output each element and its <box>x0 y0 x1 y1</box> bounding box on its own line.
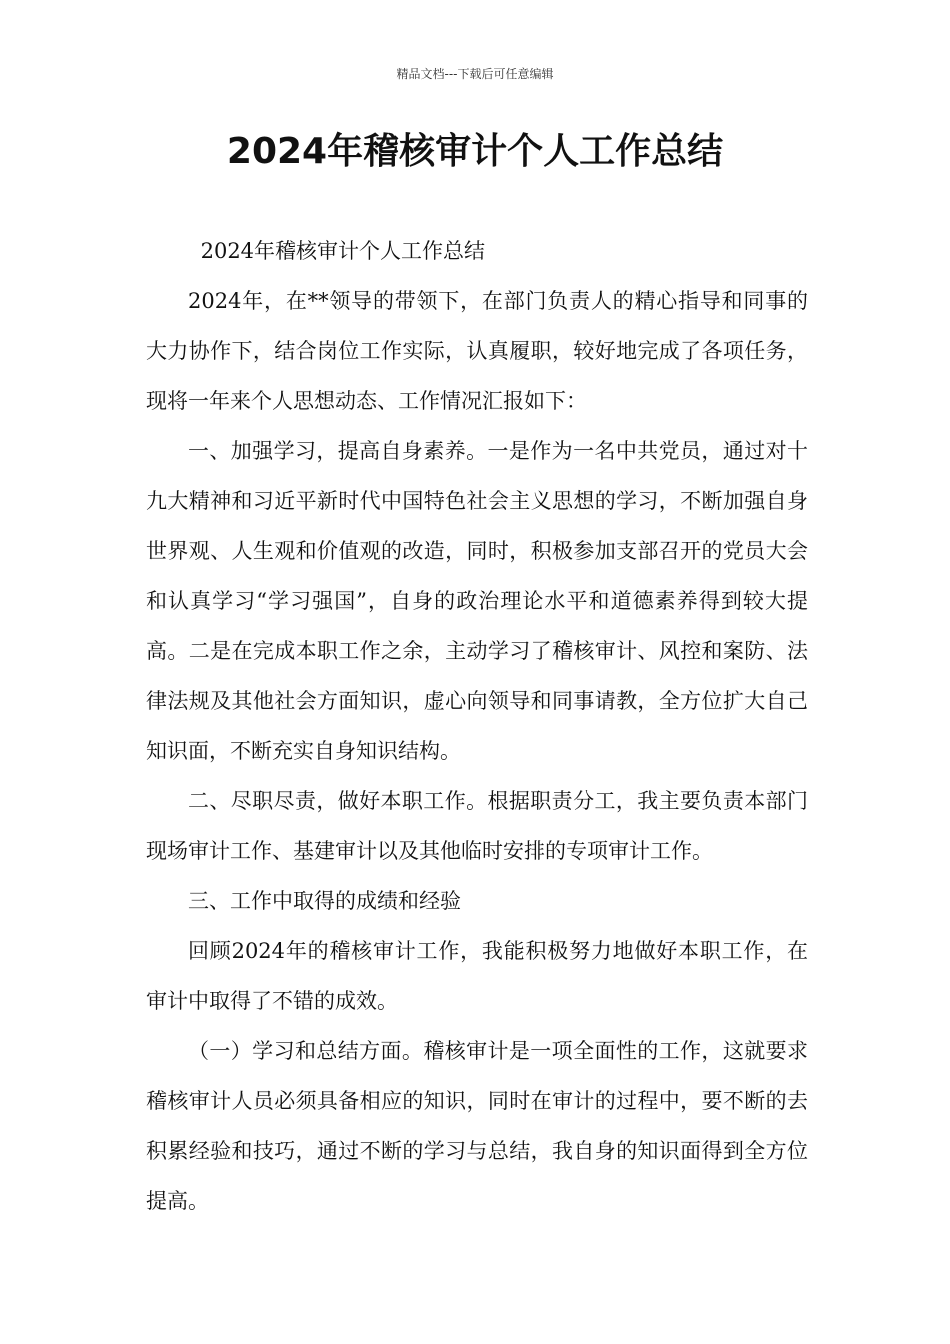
paragraph-intro: 2024年，在**领导的带领下，在部门负责人的精心指导和同事的大力协作下，结合岗位工作实际，认真履职，较好地完成了各项任务，现将一年来个人思想动态、工作情况汇报如下： <box>146 289 808 413</box>
header-note: 精品文档---下载后可任意编辑 <box>396 67 554 81</box>
paragraph-review: 回顾2024年的稽核审计工作，我能积极努力地做好本职工作，在审计中取得了不错的成效。 <box>146 939 808 1013</box>
paragraph-section-2: 二、尽职尽责，做好本职工作。根据职责分工，我主要负责本部门现场审计工作、基建审计以及其他临时安排的专项审计工作。 <box>146 789 808 863</box>
paragraph-section-1: 一、加强学习，提高自身素养。一是作为一名中共党员，通过对十九大精神和习近平新时代中国特色社会主义思想的学习，不断加强自身世界观、人生观和价值观的改造，同时，积极参加支部召开的党员大会和认真学习“学习强国”，自身的政治理论水平和道德素养得到较大提高。二是在完成本职工作之余，主动学习了稽核审计、风控和案防、法律法规及其他社会方面知识，虚心向领导和同事请教，全方位扩大自己知识面，不断充实自身知识结构。 <box>146 439 808 763</box>
document-title: 2024年稽核审计个人工作总结 <box>226 131 724 172</box>
document-subtitle: 2024年稽核审计个人工作总结 <box>200 239 486 263</box>
section-3-heading: 三、工作中取得的成绩和经验 <box>188 889 461 913</box>
paragraph-subsection-1: （一）学习和总结方面。稽核审计是一项全面性的工作，这就要求稽核审计人员必须具备相应的知识，同时在审计的过程中，要不断的去积累经验和技巧，通过不断的学习与总结，我自身的知识面得到全方位提高。 <box>146 1039 808 1213</box>
document-body <box>146 226 808 1226</box>
